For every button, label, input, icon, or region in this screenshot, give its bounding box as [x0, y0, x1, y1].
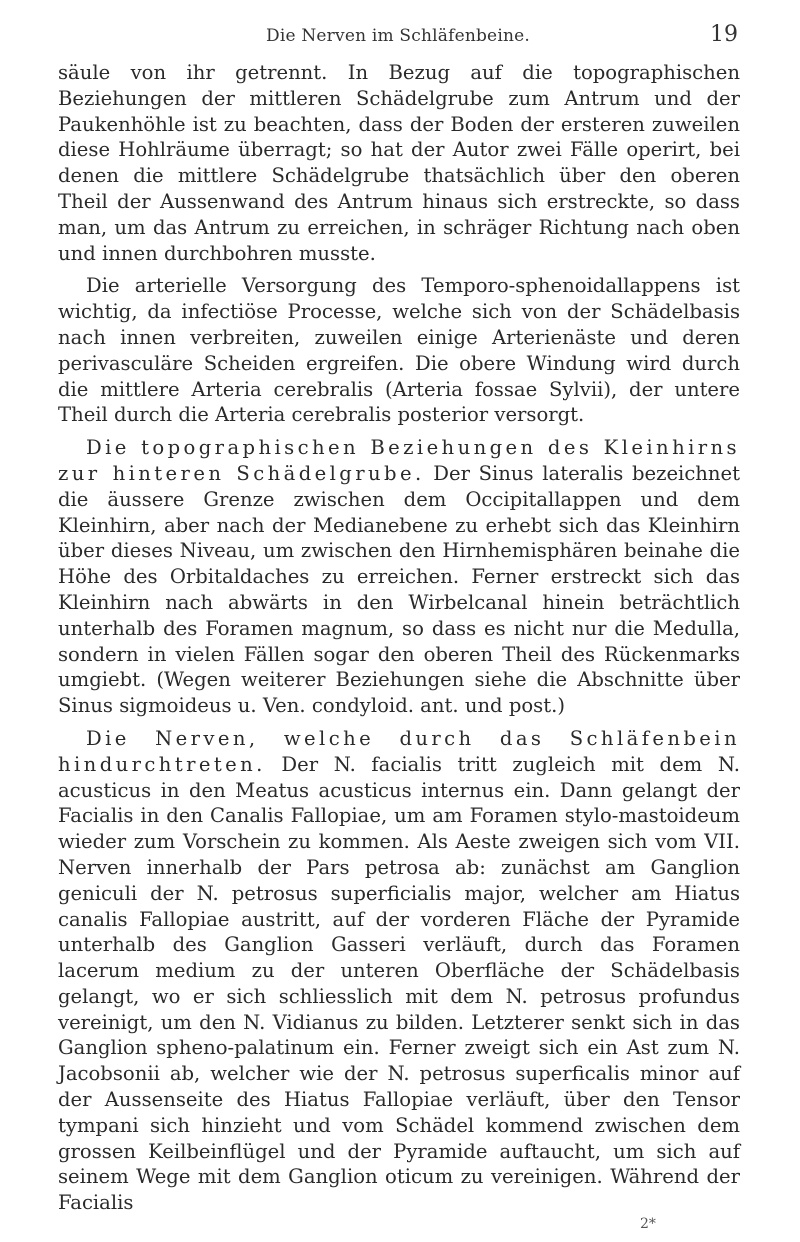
paragraph-text: säule von ihr getrennt. In Bezug auf die topographischen Beziehungen der mittleren Schädelgrube zum Antrum und der Paukenhöhle ist zu beachten, dass der Boden der ersteren zuweilen diese Hohlräume überragt; so hat der Autor zwei Fälle operirt, bei denen die mittlere Schädelgrube thatsächlich über den oberen Theil der Aussenwand des Antrum hinaus sich erstreckte, so dass man, um das Antrum zu erreichen, in schräger Richtung nach oben und innen durchbohren musste.	[58, 61, 740, 265]
section-lead-heading: Die Nerven, welche durch das Schläfenbein hindurchtreten.	[58, 726, 740, 776]
paragraph-nerves	[58, 726, 740, 1216]
paragraph-continuation	[58, 60, 740, 266]
paragraph-text: Der N. facialis tritt zugleich mit dem N. acusticus in den Meatus acusticus internus ein. Dann gelangt der Facialis in den Canalis Fallopiae, um am Foramen stylo-mastoideum wieder zum Vorschein zu kommen. Als Aeste zweigen sich vom VII. Nerven innerhalb der Pars petrosa ab: zunächst am Ganglion geniculi der N. petrosus superficialis major, welcher am Hiatus canalis Fallopiae austritt, auf der vorderen Fläche der Pyramide unterhalb des Ganglion Gasseri verläuft, durch das Foramen lacerum medium zu der unteren Oberfläche der Schädelbasis gelangt, wo er sich schliesslich mit dem N. petrosus profundus vereinigt, um den N. Vidianus zu bilden. Letzterer senkt sich in das Ganglion spheno-palatinum ein. Ferner zweigt sich ein Ast zum N. Jacobsonii ab, welcher wie der N. petrosus superficalis minor auf der Aussenseite des Hiatus Fallopiae verläuft, über den Tensor tympani sich hinzieht und vom Schädel kommend zwischen dem grossen Keilbeinflügel und der Pyramide auftaucht, um sich auf seinem Wege mit dem Ganglion oticum zu vereinigen. Während der Facialis	[58, 752, 740, 1215]
section-lead-heading: Die topographischen Beziehungen des Kleinhirns zur hinteren Schädelgrube.	[58, 436, 740, 485]
running-head	[58, 22, 738, 52]
body-text	[58, 60, 740, 1216]
page-number: 19	[710, 22, 738, 47]
signature-mark: 2*	[640, 1216, 656, 1232]
paragraph-cerebellum	[58, 435, 740, 719]
running-title: Die Nerven im Schläfenbeine.	[266, 26, 530, 46]
paragraph-text: Der Sinus lateralis bezeichnet die äussere Grenze zwischen dem Occipitallappen und dem Kleinhirn, aber nach der Medianebene zu erhebt sich das Kleinhirn über dieses Niveau, um zwischen den Hirnhemisphären beinahe die Höhe des Orbitaldaches zu erreichen. Ferner erstreckt sich das Kleinhirn nach abwärts in den Wirbelcanal hinein beträchtlich unterhalb des Foramen magnum, so dass es nicht nur die Medulla, sondern in vielen Fällen sogar den oberen Theil des Rückenmarks umgiebt. (Wegen weiterer Beziehungen siehe die Abschnitte über Sinus sigmoideus u. Ven. condyloid. ant. und post.)	[58, 461, 740, 718]
paragraph-text: Die arterielle Versorgung des Temporo-sphenoidallappens ist wichtig, da infectiöse Processe, welche sich von der Schädelbasis nach innen verbreiten, zuweilen einige Arterienäste und deren perivasculäre Scheiden ergreifen. Die obere Windung wird durch die mittlere Arteria cerebralis (Arteria fossae Sylvii), der untere Theil durch die Arteria cerebralis posterior versorgt.	[58, 274, 740, 427]
paragraph-arterial-supply	[58, 273, 740, 428]
